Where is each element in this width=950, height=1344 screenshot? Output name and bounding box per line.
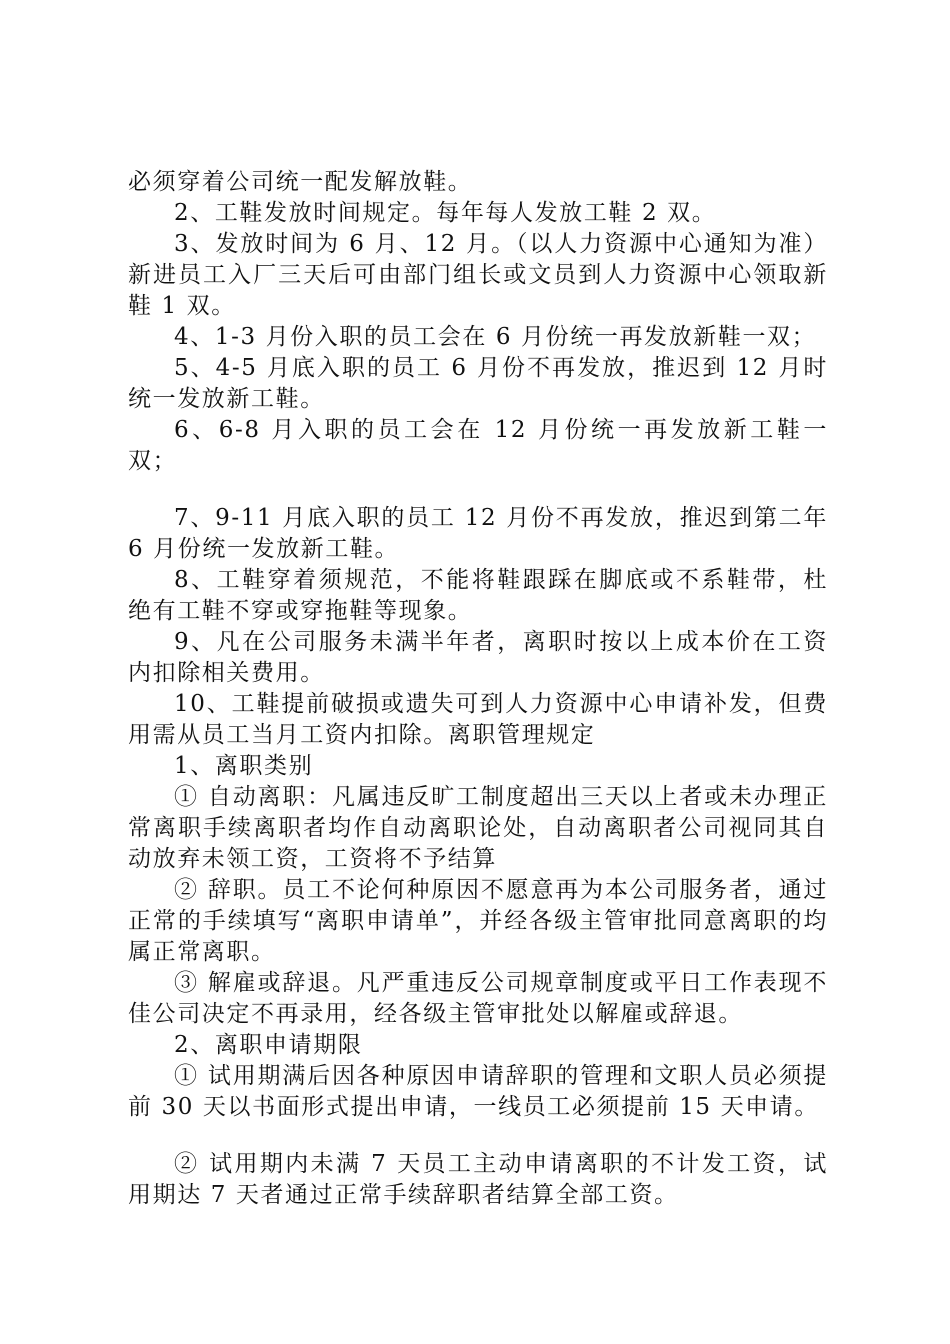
- paragraph-item-9: 9、凡在公司服务未满半年者，离职时按以上成本价在工资内扣除相关费用。: [128, 629, 828, 686]
- paragraph-item-2: 2、工鞋发放时间规定。每年每人发放工鞋 2 双。: [174, 200, 717, 226]
- paragraph-notice-period: ① 试用期满后因各种原因申请辞职的管理和文职人员必须提前 30 天以书面形式提出申请，一线员工必须提前 15 天申请。: [128, 1063, 828, 1120]
- document-body: [128, 167, 828, 1211]
- paragraph-item-7: 7、9-11 月底入职的员工 12 月份不再发放，推迟到第二年 6 月份统一发放新工鞋。: [128, 505, 828, 562]
- paragraph-dismissal: ③ 解雇或辞退。凡严重违反公司规章制度或平日工作表现不佳公司决定不再录用，经各级主管审批处以解雇或辞退。: [128, 970, 828, 1027]
- paragraph-item-6: 6、6-8 月入职的员工会在 12 月份统一再发放新工鞋一双；: [128, 417, 828, 474]
- paragraph-item-5: 5、4-5 月底入职的员工 6 月份不再发放，推迟到 12 月时统一发放新工鞋。: [128, 355, 828, 412]
- paragraph-item-10: 10、工鞋提前破损或遗失可到人力资源中心申请补发，但费用需从员工当月工资内扣除。离职管理规定: [128, 691, 828, 748]
- paragraph-resignation: ② 辞职。员工不论何种原因不愿意再为本公司服务者，通过正常的手续填写“离职申请单”，并经各级主管审批同意离职的均属正常离职。: [128, 877, 828, 965]
- paragraph-item-4: 4、1-3 月份入职的员工会在 6 月份统一再发放新鞋一双；: [174, 324, 817, 350]
- paragraph-probation-wages: ② 试用期内未满 7 天员工主动申请离职的不计发工资，试用期达 7 天者通过正常手续辞职者结算全部工资。: [128, 1151, 828, 1208]
- paragraph-auto-resignation: ① 自动离职：凡属违反旷工制度超出三天以上者或未办理正常离职手续离职者均作自动离职论处，自动离职者公司视同其自动放弃未领工资，工资将不予结算: [128, 784, 828, 872]
- paragraph-item-8: 8、工鞋穿着须规范，不能将鞋跟踩在脚底或不系鞋带，杜绝有工鞋不穿或穿拖鞋等现象。: [128, 567, 828, 624]
- paragraph-item-3: 3、发放时间为 6 月、12 月。（以人力资源中心通知为准）新进员工入厂三天后可由部门组长或文员到人力资源中心领取新鞋 1 双。: [128, 231, 828, 319]
- heading-application-period: 2、离职申请期限: [174, 1032, 363, 1058]
- paragraph-shoe-requirement: 必须穿着公司统一配发解放鞋。: [128, 169, 473, 195]
- heading-resignation-types: 1、离职类别: [174, 753, 314, 779]
